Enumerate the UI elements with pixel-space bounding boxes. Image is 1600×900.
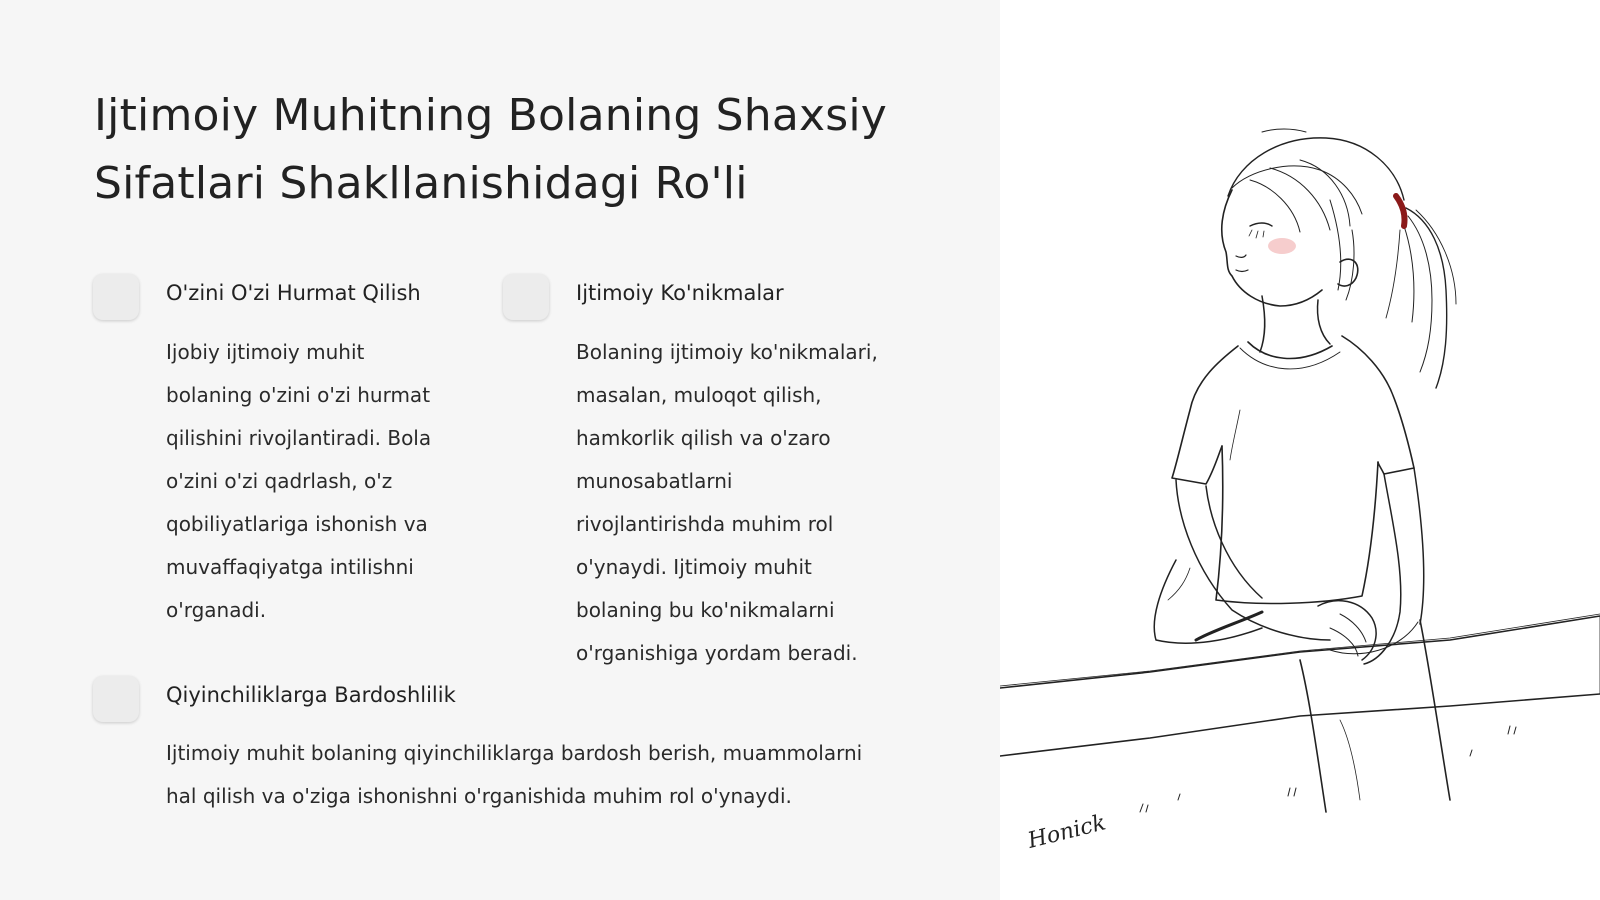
hair <box>1228 129 1456 388</box>
t-shirt <box>1172 336 1414 603</box>
artist-signature: Honick <box>1025 810 1109 854</box>
card-text-self-esteem: Ijobiy ijtimoiy muhit bolaning o'zini o'zi hurmat qilishini rivojlantiradi. Bola o'zini o'zi qadrlash, o'z qobiliyatlariga ishonish va muvaffaqiyatga intilishni o'rganadi. <box>166 340 432 622</box>
card-heading-social-skills: Ijtimoiy Ko'nikmalar <box>576 281 784 305</box>
card-icon-box <box>93 676 139 722</box>
girl-sketch-illustration <box>1000 0 1600 900</box>
shorts <box>1154 560 1262 643</box>
card-heading-resilience: Qiyinchiliklarga Bardoshlilik <box>166 683 456 707</box>
blush <box>1268 238 1296 254</box>
hair-tie <box>1396 196 1405 226</box>
card-icon-box <box>93 274 139 320</box>
illustration-panel <box>1000 0 1600 900</box>
card-icon-box <box>503 274 549 320</box>
card-text-social-skills: Bolaning ijtimoiy ko'nikmalari, masalan, muloqot qilish, hamkorlik qilish va o'zaro munosabatlarni rivojlantirishda muhim rol o'ynaydi. Ijtimoiy muhit bolaning bu ko'nikmalarni o'rganishiga yordam beradi. <box>576 340 878 665</box>
slide-title: Ijtimoiy Muhitning Bolaning Shaxsiy Sifatlari Shakllanishidagi Ro'li <box>94 90 888 209</box>
ledge-lines <box>1000 614 1600 812</box>
card-heading-self-esteem: O'zini O'zi Hurmat Qilish <box>166 281 421 305</box>
arms <box>1176 468 1424 664</box>
card-text-resilience: Ijtimoiy muhit bolaning qiyinchiliklarga bardosh berish, muammolarni hal qilish va o'ziga ishonishni o'rganishida muhim rol o'ynaydi. <box>166 741 863 808</box>
